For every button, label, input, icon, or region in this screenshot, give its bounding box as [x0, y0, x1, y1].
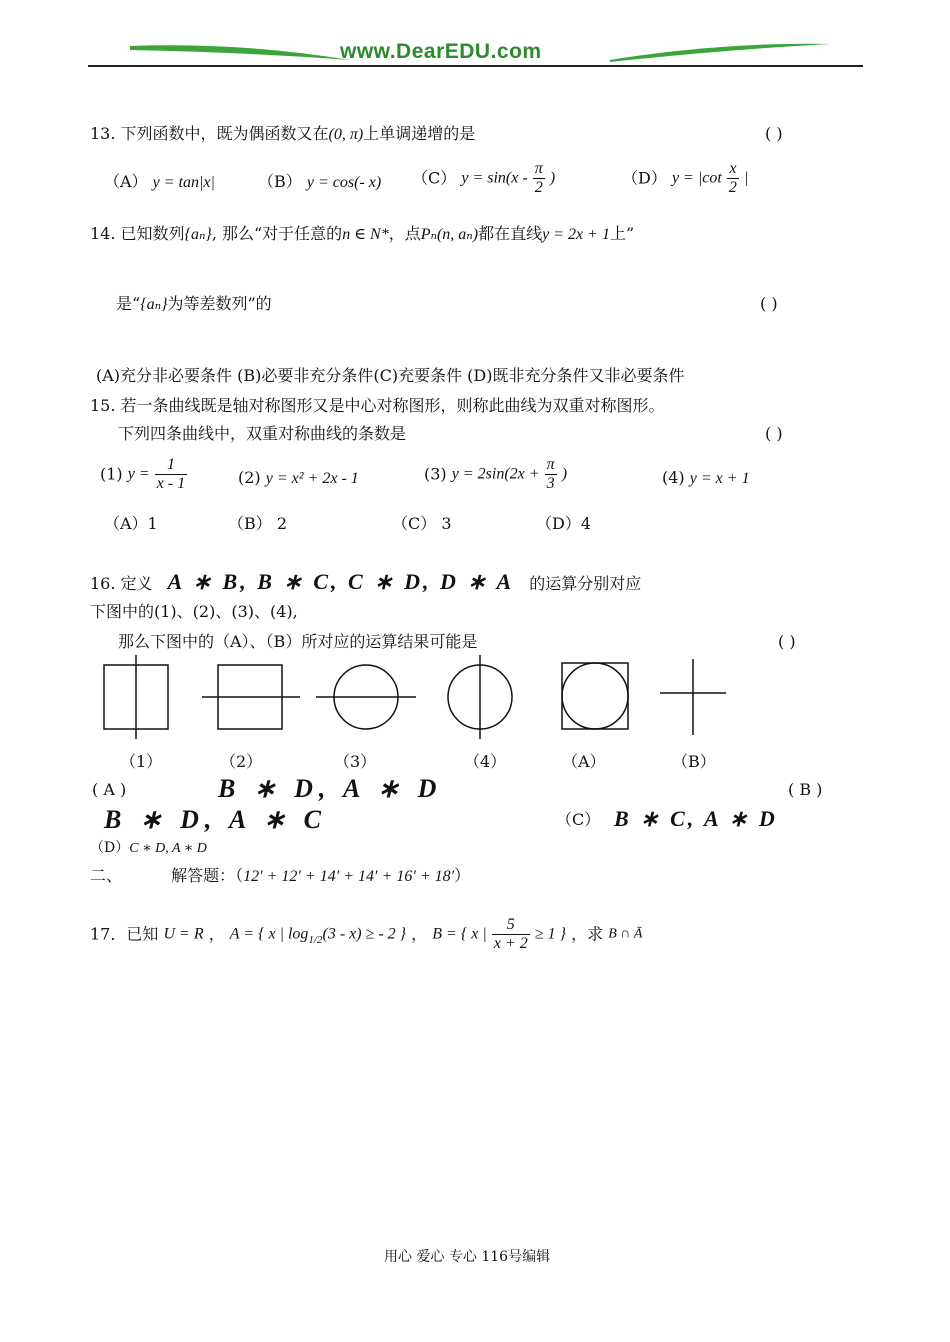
- header-swoosh-right: [610, 38, 830, 68]
- q16-figure-b: [658, 655, 728, 739]
- q15-curve-3-fraction: $\frac{\pi}{3}$: [546, 456, 555, 492]
- q15-option-b: （B） 2: [228, 514, 288, 533]
- q15-curve-1-fraction: $\frac{1}{x - 1}$: [156, 456, 186, 492]
- q15-stem: 15. 若一条曲线既是轴对称图形又是中心对称图形，则称此曲线为双重对称图形。: [90, 396, 665, 415]
- footer-text: 用心 爱心 专心 116号编辑: [384, 1249, 551, 1265]
- q13-option-a: （A） y = tan|x|: [104, 172, 215, 191]
- q15-stem-line2: 下列四条曲线中，双重对称曲线的条数是: [118, 424, 407, 443]
- q16-fig-label-b: （B）: [672, 752, 716, 771]
- q16-option-a-label: ( A ): [92, 780, 127, 799]
- q13-option-d: （D） y = |cot $\frac{x}{2}$ |: [622, 160, 749, 196]
- q15-curve-1: (1) y = $\frac{1}{x - 1}$: [100, 456, 186, 492]
- q17-stem: 17．已知 U = R ， A = { x | $\log_{1/2}(3 - x)$ ≥ - 2 } ， B = { x | $\frac{5}{x + 2}$ ≥ 1 } ，求 B ∩ Ā: [90, 916, 643, 952]
- q15-curve-4: (4) y = x + 1: [662, 468, 750, 487]
- q16-figure-1: [100, 655, 172, 739]
- q14-options: (A)充分非必要条件 (B)必要非充分条件(C)充要条件 (D)既非充分条件又非必要条件: [96, 366, 685, 385]
- q15-option-a: （A）1: [104, 514, 158, 533]
- q16-stem: 16. 定义 A ∗ B, B ∗ C, C ∗ D, D ∗ A 的运算分别对应: [90, 569, 642, 594]
- q16-fig-label-1: （1）: [120, 752, 163, 771]
- q16-option-d: （D）C ∗ D, A ∗ D: [90, 840, 207, 856]
- header-swoosh-left: [130, 38, 350, 68]
- q14-answer-paren: ( ): [760, 294, 778, 313]
- q16-figure-2: [202, 655, 302, 739]
- q13-option-c: （C） y = sin(x - $\frac{\pi}{2}$ ): [412, 160, 556, 196]
- q17-log-base: 1/2: [308, 934, 323, 947]
- q15-curve-3: (3) y = 2sin(2x + $\frac{\pi}{3}$ ): [424, 456, 568, 492]
- q13-option-b: （B） y = cos(- x): [258, 172, 382, 191]
- q16-fig-label-4: （4）: [464, 752, 507, 771]
- q14-stem-line2: 是“{aₙ}为等差数列”的: [116, 294, 272, 313]
- q16-answer-paren: ( ): [778, 632, 796, 651]
- q13-option-c-fraction: $\frac{\pi}{2}$: [534, 160, 543, 196]
- q14-stem: 14. 已知数列{aₙ}, 那么“对于任意的n ∈ N*，点Pₙ(n, aₙ)都在直线y = 2x + 1上”: [90, 224, 635, 243]
- q16-option-b: B ∗ D, A ∗ C: [104, 805, 327, 834]
- q16-option-a: B ∗ D, A ∗ D: [218, 774, 443, 803]
- header-rule: [88, 65, 863, 67]
- section2-heading: 二、 解答题：（12′ + 12′ + 14′ + 14′ + 16′ + 18′）: [90, 866, 471, 885]
- q16-option-c: B ∗ C, A ∗ D: [614, 806, 778, 831]
- q16-figure-a: [558, 655, 632, 739]
- q15-answer-paren: ( ): [765, 424, 783, 443]
- q16-fig-label-a: （A）: [562, 752, 606, 771]
- q13-answer-paren: ( ): [765, 124, 783, 143]
- header-logo: www.DearEDU.com: [340, 40, 542, 63]
- q16-fig-label-2: （2）: [220, 752, 263, 771]
- q13-option-d-fraction: $\frac{x}{2}$: [728, 160, 737, 196]
- q16-stem-line2: 下图中的(1)、(2)、(3)、(4),: [90, 602, 298, 621]
- q15-curve-2: (2) y = x² + 2x - 1: [238, 468, 359, 487]
- q16-fig-label-3: （3）: [334, 752, 377, 771]
- q15-option-d: （D）4: [536, 514, 592, 533]
- q16-option-c-label: （C）: [556, 810, 601, 829]
- q17-set-b-fraction: $\frac{5}{x + 2}$: [493, 916, 528, 952]
- q16-figure-3: [316, 655, 418, 739]
- q16-stem-line3: 那么下图中的（A）、（B）所对应的运算结果可能是: [118, 632, 478, 651]
- q13-stem: 13. 下列函数中，既为偶函数又在(0, π)上单调递增的是: [90, 124, 476, 143]
- q16-figure-4: [444, 655, 516, 739]
- q15-option-c: （C） 3: [392, 514, 452, 533]
- q16-option-b-label: ( B ): [788, 780, 823, 799]
